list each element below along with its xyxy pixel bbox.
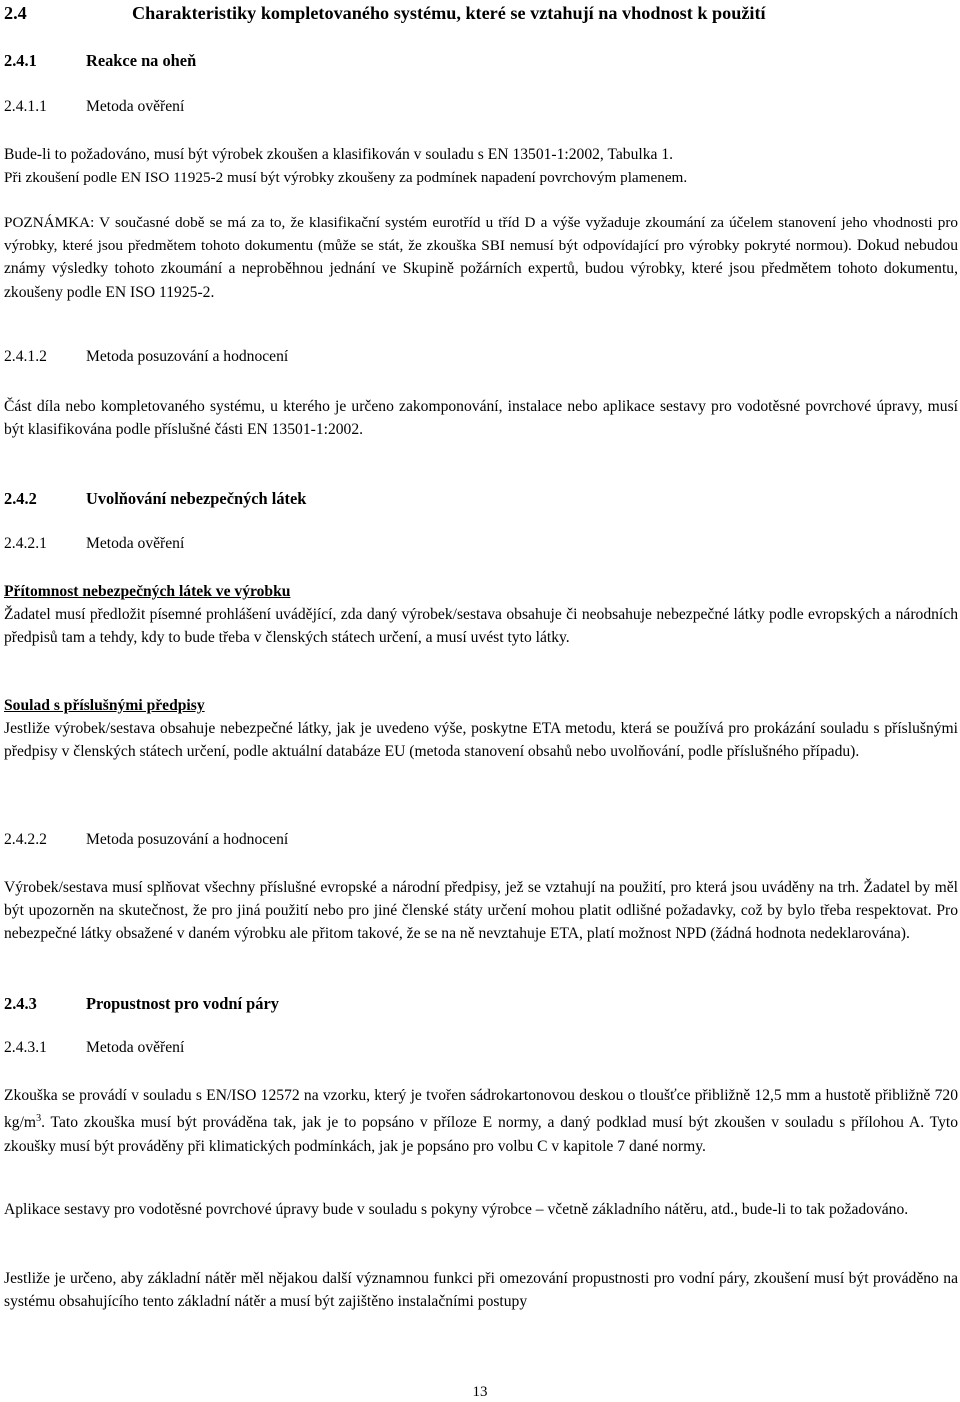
note-paragraph <box>4 211 958 304</box>
paragraph-assessment <box>4 395 958 441</box>
paragraph-text: Zkouška se provádí v souladu s EN/ISO 12572 na vzorku, který je tvořen sádrokartonovou deskou o tloušťce přibližně 12,5 mm a hustotě přibližně 720 kg/m <box>4 1087 958 1132</box>
hazardous-substances-block <box>4 580 958 650</box>
section-number: 2.4.2.2 <box>4 831 47 848</box>
section-heading-2-4-2-2 <box>4 831 958 849</box>
subheading: Soulad s příslušnými předpisy <box>4 697 205 714</box>
section-number: 2.4.1.2 <box>4 348 47 365</box>
section-heading-2-4-2 <box>4 489 958 509</box>
paragraph-assessment-2 <box>4 876 958 946</box>
section-title: Reakce na oheň <box>86 51 197 70</box>
paragraph-test <box>4 1084 958 1158</box>
note-continuation: Dokud nebudou známy výsledky tohoto zkoumání a neproběhnou jednání ve Skupině požárních expertů, budou výrobky, které jsou předmětem tohoto dokumentu, zkoušeny podle EN ISO 11925-2. <box>4 237 958 301</box>
section-heading-2-4 <box>4 3 958 24</box>
paragraph-text-cont: . Tato zkouška musí být prováděna tak, jak je to popsáno v příloze E normy, a daný podklad musí být zkoušen v souladu s přílohou A. Tyto zkoušky musí být prováděny při klimatických podmínkách, jak je popsáno pro volbu C v kapitole 7 dané normy. <box>4 1114 958 1155</box>
paragraph-text: Aplikace sestavy pro vodotěsné povrchové úpravy bude v souladu s pokyny výrobce – včetně základního nátěru, atd., bude-li to tak požadováno. <box>4 1201 909 1218</box>
compliance-block <box>4 694 958 764</box>
section-heading-2-4-3 <box>4 994 958 1014</box>
paragraph-text: Jestliže výrobek/sestava obsahuje nebezpečné látky, jak je uvedeno výše, poskytne ETA metodu, která se používá pro prokázání souladu s příslušnými předpisy v členských státech určení, podle aktuální databáze EU (metoda stanovení obsahů nebo uvolňování, podle příslušného případu). <box>4 720 958 761</box>
section-number: 2.4.3 <box>4 994 37 1013</box>
section-title: Uvolňování nebezpečných látek <box>86 489 307 508</box>
section-title: Metoda posuzování a hodnocení <box>86 348 289 365</box>
paragraph-line: Bude-li to požadováno, musí být výrobek zkoušen a klasifikován v souladu s EN 13501-1:2002, Tabulka 1. <box>4 146 674 163</box>
paragraph-primer <box>4 1267 958 1313</box>
section-number: 2.4.2 <box>4 489 37 508</box>
paragraph-application <box>4 1198 958 1221</box>
section-title: Metoda ověření <box>86 535 185 552</box>
section-title: Charakteristiky kompletovaného systému, které se vztahují na vhodnost k použití <box>132 3 766 23</box>
section-title: Metoda posuzování a hodnocení <box>86 831 289 848</box>
section-number: 2.4.3.1 <box>4 1039 47 1056</box>
paragraph-classification <box>4 143 958 189</box>
paragraph-text: Část díla nebo kompletovaného systému, u kterého je určeno zakomponování, instalace nebo aplikace sestavy pro vodotěsné povrchové úpravy, musí být klasifikována podle příslušné části EN 13501-1:2002. <box>4 398 958 439</box>
section-heading-2-4-1 <box>4 51 958 71</box>
note-text: POZNÁMKA: V současné době se má za to, že klasifikační systém eurotříd u tříd D a výše vyžaduje zkoumání za účelem stanovení jeho vhodnosti pro výrobky, které jsou předmětem tohoto dokumentu (může se stát, že zkouška SBI nemusí být odpovídající pro výrobky pokryté normou). <box>4 214 958 255</box>
paragraph-text: Žadatel musí předložit písemné prohlášení uvádějící, zda daný výrobek/sestava obsahuje či neobsahuje nebezpečné látky podle evropských a národních předpisů tam a tehdy, kdy to bude třeba v členských státech určení, a musí uvést tyto látky. <box>4 606 958 647</box>
superscript: 3 <box>36 1113 42 1125</box>
section-title: Propustnost pro vodní páry <box>86 994 279 1013</box>
section-title: Metoda ověření <box>86 98 185 115</box>
section-number: 2.4.1.1 <box>4 98 47 115</box>
section-heading-2-4-2-1 <box>4 535 958 553</box>
paragraph-text: Výrobek/sestava musí splňovat všechny příslušné evropské a národní předpisy, jež se vztahují na použití, pro která jsou uváděny na trh. Žadatel by měl být upozorněn na skutečnost, že pro jiná použití nebo pro jiné členské státy určení mohou platit odlišné požadavky, což by bylo třeba respektovat. Pro nebezpečné látky obsažené v daném výrobku ale přitom takové, že se na ně nevztahuje ETA, platí možnost NPD (žádná hodnota nedeklarována). <box>4 879 958 943</box>
page-number: 13 <box>472 1384 488 1400</box>
subheading: Přítomnost nebezpečných látek ve výrobku <box>4 583 291 600</box>
section-title: Metoda ověření <box>86 1039 185 1056</box>
section-number: 2.4 <box>4 3 27 23</box>
section-heading-2-4-3-1 <box>4 1039 958 1057</box>
paragraph-text: Jestliže je určeno, aby základní nátěr měl nějakou další významnou funkci při omezování propustnosti pro vodní páry, zkoušení musí být prováděno na systému obsahujícího tento základní nátěr a musí být zajištěno instalačními postupy <box>4 1270 958 1311</box>
section-number: 2.4.1 <box>4 51 37 70</box>
paragraph-line: Při zkoušení podle EN ISO 11925-2 musí být výrobky zkoušeny za podmínek napadení povrchovým plamenem. <box>4 169 688 187</box>
section-heading-2-4-1-1 <box>4 98 958 116</box>
section-heading-2-4-1-2 <box>4 348 958 366</box>
section-number: 2.4.2.1 <box>4 535 47 552</box>
